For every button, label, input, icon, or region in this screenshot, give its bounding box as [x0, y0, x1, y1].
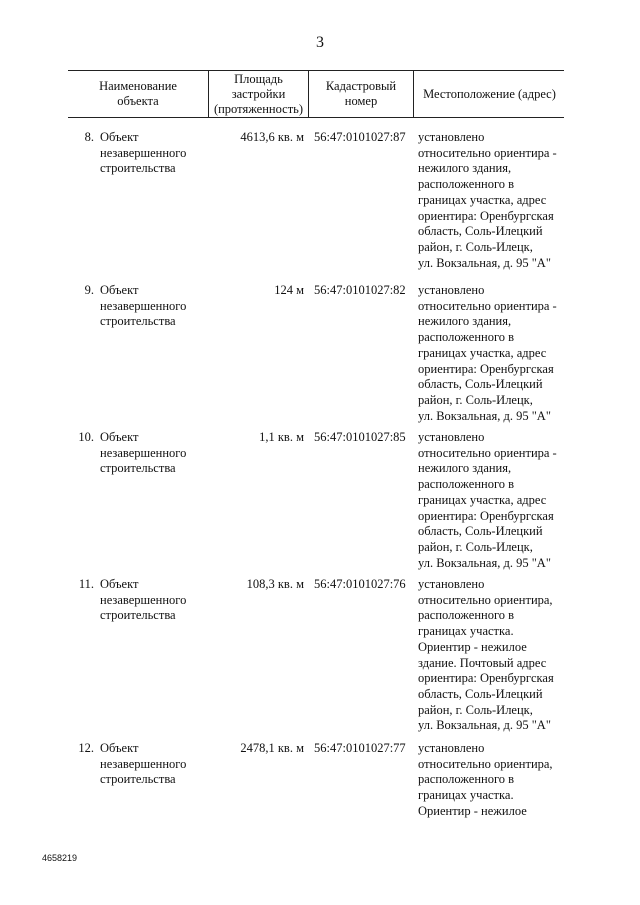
- header-name: Наименование объекта: [99, 79, 177, 108]
- row-number: 9.: [84, 283, 94, 297]
- row-number: 12.: [78, 741, 94, 755]
- cadastral-number: 56:47:0101027:85: [314, 430, 406, 444]
- header-cadastral: Кадастровый номер: [308, 71, 413, 117]
- table-header: [68, 70, 564, 118]
- object-name: Объект незавершенного строительства: [100, 283, 187, 329]
- document-id: 4658219: [42, 853, 78, 863]
- object-location: установлено относительно ориентира, расположенного в границах участка. Ориентир - нежилое: [418, 741, 553, 818]
- object-location: установлено относительно ориентира - нежилого здания, расположенного в границах участка, адрес ориентира: Оренбургская область, Соль-Илецкий район, г. Соль-Илецк, ул. Вокзальная, д. 95 "А": [418, 130, 557, 270]
- object-location: установлено относительно ориентира - нежилого здания, расположенного в границах участка, адрес ориентира: Оренбургская область, Соль-Илецкий район, г. Соль-Илецк, ул. Вокзальная, д. 95 "А": [418, 430, 557, 570]
- page-number: 3: [316, 34, 324, 51]
- cadastral-number: 56:47:0101027:82: [314, 283, 406, 297]
- object-location: установлено относительно ориентира, расположенного в границах участка. Ориентир - нежилое здание. Почтовый адрес ориентира: Оренбургская область, Соль-Илецкий район, г. Соль-Илецк, ул. Вокзальная, д. 95 "А": [418, 577, 554, 733]
- object-area: 4613,6 кв. м: [240, 130, 304, 144]
- row-number: 11.: [78, 577, 94, 591]
- row-number: 8.: [84, 130, 94, 144]
- object-area: 1,1 кв. м: [259, 430, 304, 444]
- row-number: 10.: [78, 430, 94, 444]
- object-location: установлено относительно ориентира - нежилого здания, расположенного в границах участка, адрес ориентира: Оренбургская область, Соль-Илецкий район, г. Соль-Илецк, ул. Вокзальная, д. 95 "А": [418, 283, 557, 423]
- cadastral-number: 56:47:0101027:87: [314, 130, 406, 144]
- header-area: Площадь застройки (протяженность): [208, 71, 308, 117]
- object-name: Объект незавершенного строительства: [100, 741, 187, 787]
- header-location: Местоположение (адрес): [413, 71, 565, 117]
- object-name: Объект незавершенного строительства: [100, 577, 187, 623]
- object-area: 2478,1 кв. м: [240, 741, 304, 755]
- object-name: Объект незавершенного строительства: [100, 430, 187, 476]
- object-name: Объект незавершенного строительства: [100, 130, 187, 176]
- cadastral-number: 56:47:0101027:76: [314, 577, 406, 591]
- cadastral-number: 56:47:0101027:77: [314, 741, 406, 755]
- object-area: 124 м: [274, 283, 304, 297]
- object-area: 108,3 кв. м: [246, 577, 304, 591]
